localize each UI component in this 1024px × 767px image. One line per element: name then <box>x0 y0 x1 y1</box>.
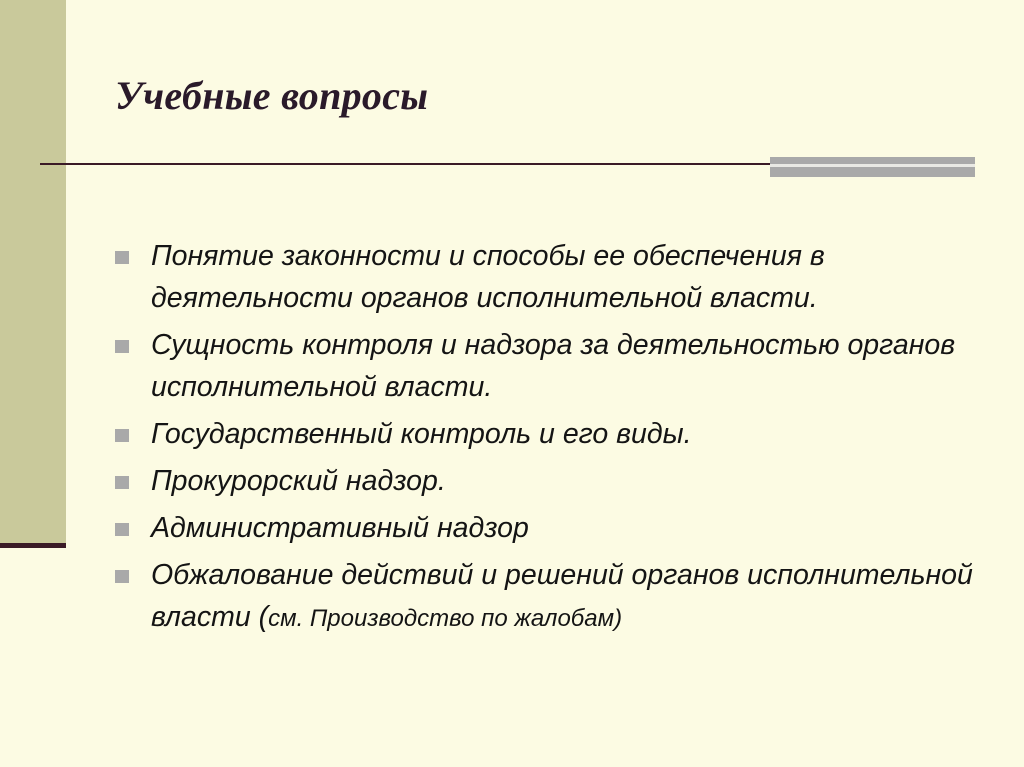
bullet-item <box>114 235 994 319</box>
bullet-list <box>114 235 994 645</box>
bullet-note: см. Производство по жалобам) <box>268 605 623 632</box>
bullet-text: Понятие законности и способы ее обеспечения в деятельности органов исполнительной власти. <box>151 240 825 314</box>
bullet-item <box>114 413 994 455</box>
bullet-item <box>114 460 994 502</box>
square-bullet-icon <box>115 340 129 353</box>
side-decor-bar <box>0 0 66 545</box>
bullet-text: Прокурорский надзор. <box>151 465 446 497</box>
title-accent-bar <box>770 157 975 177</box>
bullet-text: Обжалование действий и решений органов исполнительной власти ( <box>151 559 973 633</box>
square-bullet-icon <box>115 523 129 536</box>
bullet-text: Государственный контроль и его виды. <box>151 418 692 450</box>
title-divider <box>40 163 810 165</box>
bullet-item <box>114 324 994 408</box>
square-bullet-icon <box>115 570 129 583</box>
bullet-item <box>114 507 994 549</box>
square-bullet-icon <box>115 476 129 489</box>
side-decor-line <box>0 543 66 548</box>
bullet-text: Административный надзор <box>151 512 529 544</box>
square-bullet-icon <box>115 251 129 264</box>
slide-title: Учебные вопросы <box>115 73 429 118</box>
square-bullet-icon <box>115 429 129 442</box>
bullet-text: Сущность контроля и надзора за деятельностью органов исполнительной власти. <box>151 329 956 403</box>
bullet-item <box>114 554 994 640</box>
